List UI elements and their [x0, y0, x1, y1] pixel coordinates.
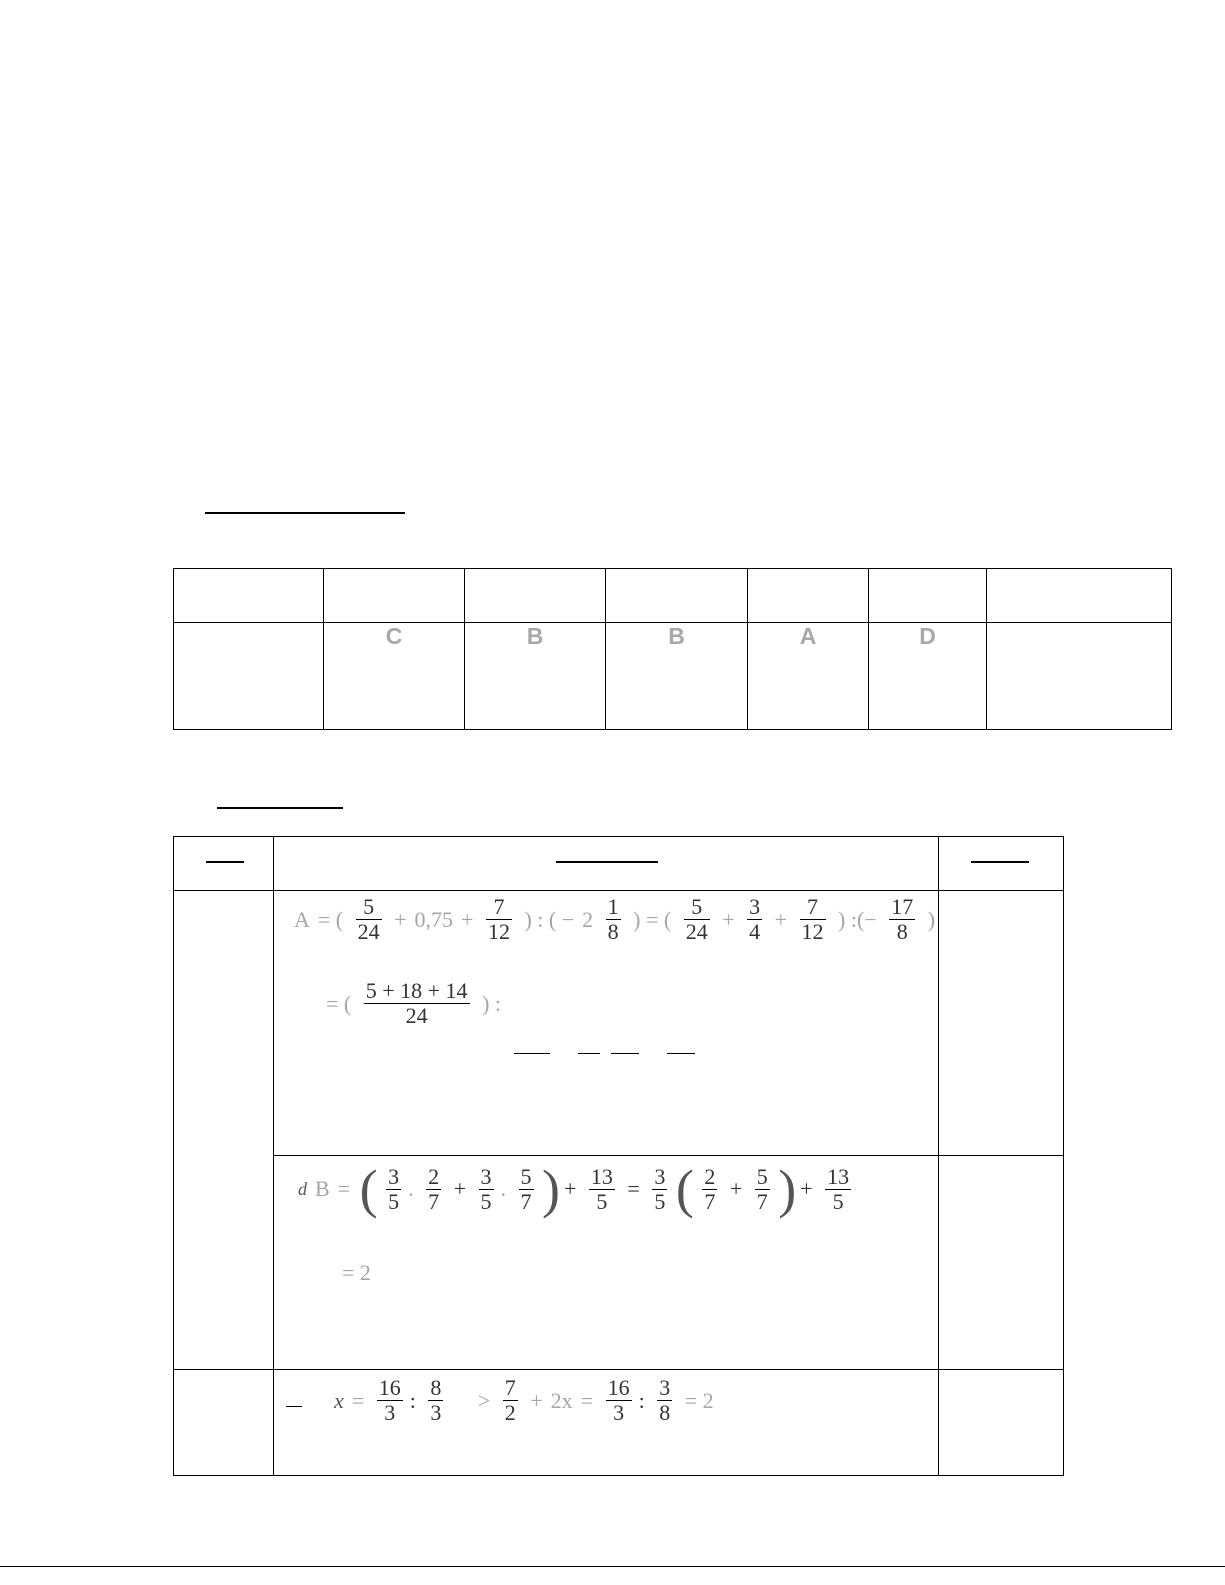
expression-b-cell	[274, 1156, 939, 1370]
solution-row-b	[174, 1156, 1064, 1370]
term-2x: 2x	[550, 1387, 573, 1413]
fraction: $\frac{16}{3}$	[378, 1375, 401, 1425]
fraction: $\frac{17}{8}$	[891, 894, 914, 944]
solution-header-question	[174, 837, 274, 891]
answer-key-header-cell	[748, 569, 869, 623]
section1-heading-underline	[205, 512, 405, 514]
page-bottom-rule	[0, 1566, 1225, 1567]
fraction: $\frac{7}{12}$	[487, 894, 510, 944]
fraction: $\frac{5}{24}$	[685, 894, 708, 944]
answer-4: A	[748, 623, 869, 730]
fraction: $\frac{2}{7}$	[428, 1163, 440, 1214]
points-cell-a	[939, 891, 1064, 1156]
expr-b-name: B	[315, 1176, 330, 1201]
header-underline	[206, 861, 244, 863]
fraction: $\frac{5}{7}$	[520, 1163, 532, 1214]
fraction-bar-fragment	[578, 1053, 600, 1054]
fraction: $\frac{2}{7}$	[704, 1163, 716, 1214]
fraction: $\frac{3}{5}$	[480, 1163, 492, 1214]
answer-key-header-cell	[174, 569, 324, 623]
fraction: $\frac{3}{5}$	[388, 1163, 400, 1214]
fraction: $\frac{3}{8}$	[659, 1375, 671, 1425]
expr-b-prefix: d	[298, 1178, 307, 1199]
fraction: $\frac{1}{8}$	[607, 894, 619, 944]
answer-5: D	[869, 623, 987, 730]
answer-key-header-cell	[869, 569, 987, 623]
minus-sign	[286, 1406, 302, 1407]
expression-a-line2: = ( $\frac{5 + 18 + 14}{24}$ ) :	[326, 978, 502, 1028]
question-cell-2	[174, 1370, 274, 1476]
answer-2: B	[465, 623, 606, 730]
points-cell-b	[939, 1156, 1064, 1370]
question-cell-1	[174, 891, 274, 1370]
fraction-bar-fragment	[611, 1053, 639, 1054]
fraction: $\frac{5 + 18 + 14}{24}$	[365, 978, 468, 1028]
answer-key-header-row	[174, 569, 1172, 623]
solution-row-a	[174, 891, 1064, 1156]
expression-x-line: x = $\frac{16}{3}$ : $\frac{8}{3}$ > $\frac{7}{2}$ + 2x = $\frac{16}{3}$ : $\frac{3}{8}$ = 2	[334, 1375, 714, 1425]
fraction-bar-fragment	[514, 1053, 550, 1054]
points-cell-x	[939, 1370, 1064, 1476]
fraction: $\frac{3}{5}$	[654, 1163, 666, 1214]
fraction: $\frac{16}{3}$	[607, 1375, 630, 1425]
expression-x-cell	[274, 1370, 939, 1476]
answer-1: C	[324, 623, 465, 730]
answer-key-header-cell	[324, 569, 465, 623]
fraction: $\frac{7}{2}$	[504, 1375, 516, 1425]
answer-key-header-cell	[606, 569, 748, 623]
answer-3: B	[606, 623, 748, 730]
solution-header-points	[939, 837, 1064, 891]
answer-key-header-cell	[987, 569, 1172, 623]
fraction: $\frac{3}{4}$	[749, 894, 761, 944]
fraction: $\frac{8}{3}$	[430, 1375, 442, 1425]
solution-header-content	[274, 837, 939, 891]
expression-a-line1: A = ( $\frac{5}{24}$ + 0,75 + $\frac{7}{12}$ ) : ( − 2 $\frac{1}{8}$ ) = ( $\frac{5}{24}$ + $\frac{3}{4}$ + $\frac{7}{12}$ ) :(− $\frac{17}{8}$ )	[294, 894, 936, 944]
fraction: $\frac{13}{5}$	[827, 1163, 850, 1214]
fraction: $\frac{5}{24}$	[357, 894, 380, 944]
solution-header-row	[174, 837, 1064, 891]
answer-key-header-cell	[465, 569, 606, 623]
solution-row-x	[174, 1370, 1064, 1476]
answer-key-empty-cell	[987, 623, 1172, 730]
fraction: $\frac{5}{7}$	[756, 1163, 768, 1214]
fraction-bar-fragment	[667, 1053, 695, 1054]
expression-a-cell	[274, 891, 939, 1156]
expression-b-line1: d B = ( $\frac{3}{5}$ . $\frac{2}{7}$ + $\frac{3}{5}$ . $\frac{5}{7}$ ) + $\frac{13}{5}$ = $\frac{3}{5}$ ( $\frac{2}{7}$ + $\frac{5}{7}$ ) + $\frac{13}{5}$	[298, 1159, 850, 1219]
fraction: $\frac{13}{5}$	[590, 1163, 613, 1214]
fraction: $\frac{7}{12}$	[801, 894, 824, 944]
header-underline	[971, 861, 1029, 863]
section2-heading-underline	[217, 807, 343, 809]
answer-key-table	[173, 568, 1172, 730]
solution-table	[173, 836, 1064, 1476]
answer-key-label-cell	[174, 623, 324, 730]
header-underline	[556, 861, 658, 863]
var-x: x	[334, 1387, 344, 1413]
mixed-whole: 2	[582, 906, 594, 932]
answer-key-answer-row	[174, 623, 1172, 730]
expr-x-result: = 2	[684, 1387, 714, 1413]
decimal-term: 0,75	[414, 906, 454, 932]
expr-a-name: A	[294, 906, 310, 932]
expression-b-result: = 2	[342, 1260, 371, 1285]
